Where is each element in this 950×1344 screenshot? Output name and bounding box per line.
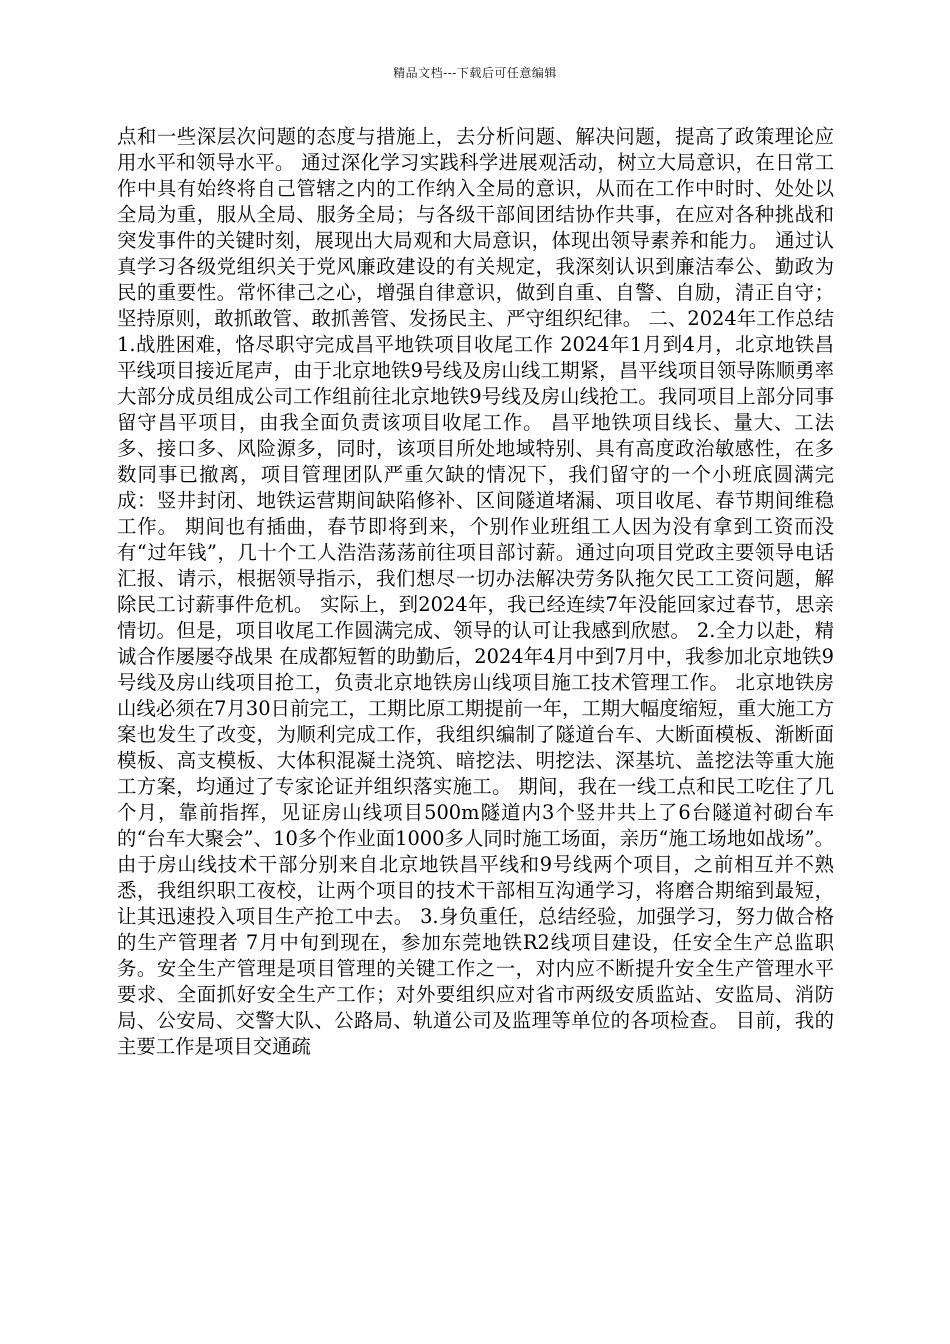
document-body-paragraph: 点和一些深层次问题的态度与措施上，去分析问题、解决问题，提高了政策理论应用水平和领导水平。 通过深化学习实践科学进展观活动，树立大局意识，在日常工作中具有始终将自己管辖之内的工作纳入全局的意识，从而在工作中时时、处处以全局为重，服从全局、服务全局；与各级干部间团结协作共事，在应对各种挑战和突发事件的关键时刻，展现出大局观和大局意识，体现出领导素养和能力。 通过认真学习各级党组织关于党风廉政建设的有关规定，我深刻认识到廉洁奉公、勤政为民的重要性。常怀律己之心，增强自律意识，做到自重、自警、自励，清正自守；坚持原则，敢抓敢管、敢抓善管、发扬民主、严守组织纪律。 二、2024年工作总结 1.战胜困难，恪尽职守完成昌平地铁项目收尾工作 2024年1月到4月，北京地铁昌平线项目接近尾声，由于北京地铁9号线及房山线工期紧，昌平线项目领导陈顺勇率大部分成员组成公司工作组前往北京地铁9号线及房山线抢工。我同项目上部分同事留守昌平项目，由我全面负责该项目收尾工作。 昌平地铁项目线长、量大、工法多、接口多、风险源多，同时，该项目所处地域特别、具有高度政治敏感性，在多数同事已撤离，项目管理团队严重欠缺的情况下，我们留守的一个小班底圆满完成：竖井封闭、地铁运营期间缺陷修补、区间隧道堵漏、项目收尾、春节期间维稳工作。 期间也有插曲，春节即将到来，个别作业班组工人因为没有拿到工资而没有“过年钱”，几十个工人浩浩荡荡前往项目部讨薪。通过向项目党政主要领导电话汇报、请示，根据领导指示，我们想尽一切办法解决劳务队拖欠民工工资问题，解除民工讨薪事件危机。 实际上，到2024年，我已经连续7年没能回家过春节，思亲情切。但是，项目收尾工作圆满完成、领导的认可让我感到欣慰。 2.全力以赴，精诚合作屡屡夺战果 在成都短暂的助勤后，2024年4月中到7月中，我参加北京地铁9号线及房山线项目抢工，负责北京地铁房山线项目施工技术管理工作。 北京地铁房山线必须在7月30日前完工，工期比原工期提前一年，工期大幅度缩短，重大施工方案也发生了改变，为顺利完成工作，我组织编制了隧道台车、大断面模板、渐断面模板、高支模板、大体积混凝土浇筑、暗挖法、明挖法、深基坑、盖挖法等重大施工方案，均通过了专家论证并组织落实施工。 期间，我在一线工点和民工吃住了几个月，靠前指挥，见证房山线项目500m隧道内3个竖井共上了6台隧道衬砌台车的“台车大聚会”、10多个作业面1000多人同时施工场面，亲历“施工场地如战场”。由于房山线技术干部分别来自北京地铁昌平线和9号线两个项目，之前相互并不熟悉，我组织职工夜校，让两个项目的技术干部相互沟通学习，将磨合期缩到最短，让其迅速投入项目生产抢工中去。 3.身负重任，总结经验，加强学习，努力做合格的生产管理者 7月中旬到现在，参加东莞地铁R2线项目建设，任安全生产总监职务。安全生产管理是项目管理的关键工作之一，对内应不断提升安全生产管理水平要求、全面抓好安全生产工作；对外要组织应对省市两级安质监站、安监局、消防局、公安局、交警大队、公路局、轨道公司及监理等单位的各项检查。 目前，我的主要工作是项目交通疏: [117, 125, 834, 1058]
page-header: 精品文档---下载后可任意编辑: [393, 66, 557, 80]
